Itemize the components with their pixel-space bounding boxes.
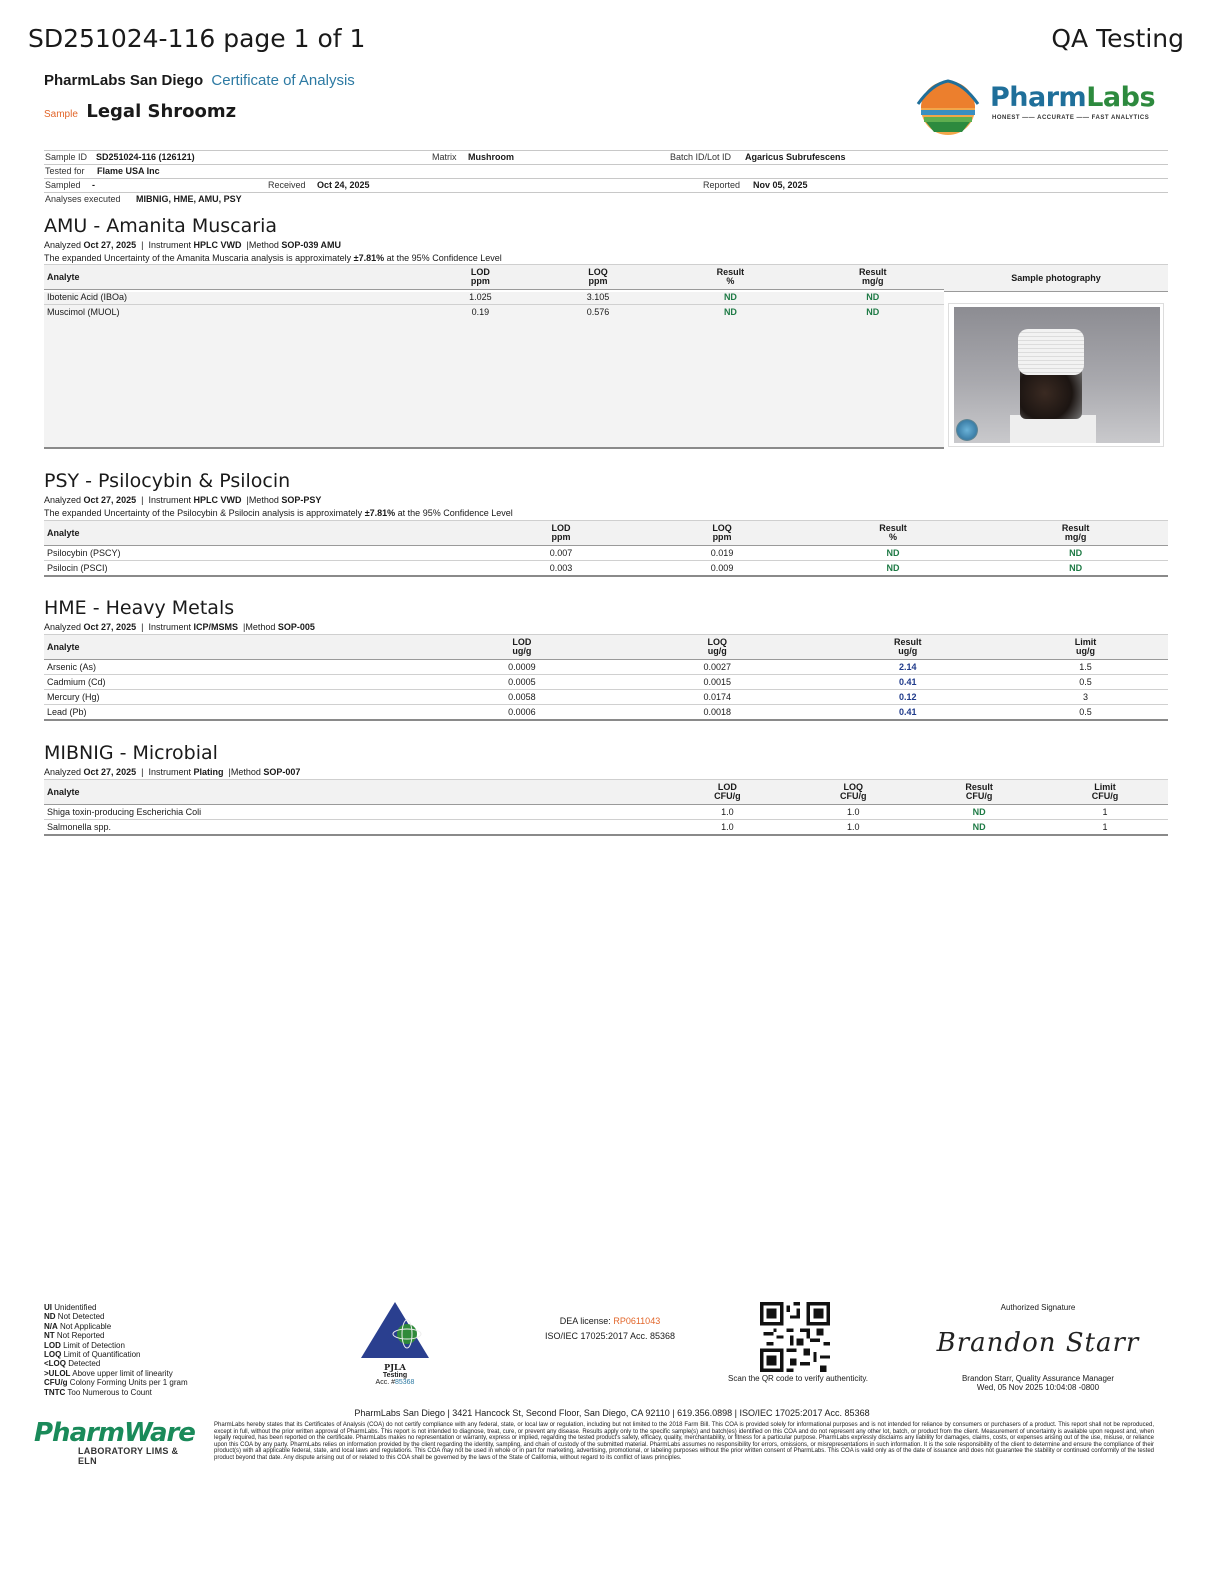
logo-wordmark: PharmLabs [990,82,1156,113]
result-pct-cell: ND [659,305,801,449]
lod-cell: 0.0006 [422,705,622,721]
amu-section [44,215,1168,263]
col-loq: LOQ ppm [537,265,660,290]
received-key: Received [268,180,306,190]
document-id-title: SD251024-116 page 1 of 1 [28,24,366,53]
reported-value: Nov 05, 2025 [753,180,808,190]
signature-block [930,1303,1146,1392]
sample-id-value: SD251024-116 (126121) [96,152,195,162]
result-mg-cell: ND [983,561,1168,577]
analyte-cell: Cadmium (Cd) [44,675,422,690]
col-lod: LOD ug/g [422,635,622,660]
pharmlabs-seal-icon [912,70,986,140]
limit-cell: 0.5 [1003,705,1168,721]
sampled-key: Sampled [45,180,81,190]
loq-cell: 3.105 [537,290,660,305]
col-limit: Limit ug/g [1003,635,1168,660]
pjla-triangle-icon [359,1300,431,1360]
lab-name: PharmLabs San Diego [44,72,204,89]
legend-item: LOD Limit of Detection [44,1340,125,1350]
table-row [44,675,1168,690]
col-result: Result CFU/g [916,780,1042,805]
info-row-dates [44,178,1168,192]
col-analyte: Analyte [44,521,480,546]
logo-tagline: HONEST —— ACCURATE —— FAST ANALYTICS [992,115,1150,121]
col-result-pct: Result % [659,265,801,290]
coa-label: Certificate of Analysis [211,72,355,89]
result-pct-cell: ND [803,561,984,577]
qr-caption: Scan the QR code to verify authenticity. [728,1374,868,1383]
limit-cell: 0.5 [1003,675,1168,690]
col-limit: Limit CFU/g [1042,780,1168,805]
matrix-key: Matrix [432,152,457,162]
hme-section [44,597,1168,632]
table-row [44,561,1168,577]
table-row [44,660,1168,675]
lod-cell: 1.0 [664,820,790,836]
analyte-cell: Lead (Pb) [44,705,422,721]
analyte-cell: Mercury (Hg) [44,690,422,705]
reported-key: Reported [703,180,741,190]
pharmware-sub: LABORATORY LIMS & ELN [78,1446,179,1466]
legal-disclaimer: PharmLabs hereby states that its Certificates of Analysis (COA) do not certify compliance with any federal, state, or local law or regulation, including but not limited to the 2018 Farm Bill. This COA is provided solely for informational purposes and is not intended for reliance by consumers or purchasers of a product. This report shall not be reproduced, except in full, without the prior written approval of PharmLabs. This report is not intended to diagnose, treat, cure, or prevent any disease. Results apply only to the specific sample(s) and batch(es) identified on this COA and do not represent any other lot, batch, or product from the client. Measurement of uncertainty is available upon request and, when legally required, has been reported on the certificate. PharmLabs makes no representation or warranty, express or implied, regarding the tested product's safety, efficacy, quality, merchantability, or fitness for a particular purpose. PharmLabs expressly disclaims any liability for damages, claims, costs, or expenses arising out of the use, misuse, or reliance upon this COA by any party. PharmLabs relies on information provided by the client regarding the identity, sampling, and chain of custody of the submitted material. PharmLabs assumes no responsibility for errors, omissions, or misrepresentations in such information. It is the sole responsibility of the client to determine and ensure the compliance of their product(s) with all applicable federal, state, and local laws and regulations. This COA may not be used in whole or in part for marketing, advertising, promotional, or labeling purposes without the prior written consent of PharmLabs. This COA is valid only as of the date of issuance and does not guarantee the stability or continued conformity of the tested product beyond that date. Any dispute arising out of or related to this COA shall be governed by the laws of the State of California, without regard to its conflict of laws principles. [214,1422,1154,1461]
analyte-cell: Shiga toxin-producing Escherichia Coli [44,805,664,820]
lab-address: PharmLabs San Diego | 3421 Hancock St, Second Floor, San Diego, CA 92110 | 619.356.0898 | ISO/IEC 17025:2017 Acc. 85368 [354,1408,870,1418]
sample-id-key: Sample ID [45,152,88,162]
pjla-name: PJLA [384,1362,406,1372]
verification-qr-icon[interactable] [760,1302,830,1372]
matrix-value: Mushroom [468,152,514,162]
legend-item: LOQ Limit of Quantification [44,1350,141,1360]
table-header-row [44,780,1168,805]
loq-cell: 0.0174 [622,690,813,705]
pharmlabs-logo [912,70,1182,140]
loq-cell: 1.0 [790,805,916,820]
mib-meta: Analyzed Oct 27, 2025 | Instrument Plating |Method SOP-007 [44,767,301,777]
legend-item: NT Not Reported [44,1331,105,1341]
table-row [44,820,1168,836]
legend-item: N/A Not Applicable [44,1321,112,1331]
col-result-mg: Result mg/g [802,265,944,290]
mib-section [44,742,1168,777]
lod-cell: 0.0005 [422,675,622,690]
mib-table [44,779,1168,836]
qa-testing-title: QA Testing [1051,24,1184,53]
limit-cell: 1 [1042,805,1168,820]
loq-cell: 1.0 [790,820,916,836]
limit-cell: 3 [1003,690,1168,705]
psy-meta: Analyzed Oct 27, 2025 | Instrument HPLC VWD |Method SOP-PSY [44,495,322,505]
lod-cell: 0.19 [424,305,537,449]
result-cell: 0.41 [813,675,1004,690]
photo-jar-lid [1018,329,1084,375]
tested-for-value: Flame USA Inc [97,166,160,176]
result-cell: 0.41 [813,705,1004,721]
signer-name-title: Brandon Starr, Quality Assurance Manager [961,1374,1115,1383]
hme-meta: Analyzed Oct 27, 2025 | Instrument ICP/MSMS |Method SOP-005 [44,622,315,632]
pjla-sub: Testing [382,1372,408,1379]
psy-section [44,470,1168,518]
col-analyte: Analyte [44,635,422,660]
lod-cell: 1.025 [424,290,537,305]
dea-license-block [510,1316,710,1341]
table-row [44,690,1168,705]
signature-date: Wed, 05 Nov 2025 10:04:08 -0800 [976,1383,1100,1392]
sample-photo-frame [948,303,1164,447]
result-cell: 2.14 [813,660,1004,675]
result-cell: 0.12 [813,690,1004,705]
sample-photo [954,307,1160,443]
col-lod: LOD ppm [480,521,641,546]
psy-uncertainty-note: The expanded Uncertainty of the Psilocybin & Psilocin analysis is approximately ±7.81% at the 95% Confidence Level [44,508,513,518]
legend-item: >ULOL Above upper limit of linearity [44,1368,173,1378]
table-header-row [44,265,944,290]
analyte-cell: Psilocybin (PSCY) [44,546,480,561]
analyte-cell: Ibotenic Acid (IBOa) [44,290,424,305]
table-row [44,805,1168,820]
lod-cell: 0.0058 [422,690,622,705]
col-lod: LOD ppm [424,265,537,290]
batch-value: Agaricus Subrufescens [745,152,846,162]
sample-label: Sample [44,109,78,120]
sample-name: Legal Shroomz [86,101,237,122]
legend-item: UI Unidentified [44,1303,97,1312]
iso-accreditation: ISO/IEC 17025:2017 Acc. 85368 [544,1331,676,1341]
info-row-tested-for [44,164,1168,178]
hme-title: HME - Heavy Metals [44,597,235,619]
limit-cell: 1 [1042,820,1168,836]
analyses-value: MIBNIG, HME, AMU, PSY [136,194,242,204]
batch-key: Batch ID/Lot ID [670,152,732,162]
analyte-cell: Arsenic (As) [44,660,422,675]
lod-cell: 0.003 [480,561,641,577]
psy-table [44,520,1168,577]
table-header-row [44,635,1168,660]
lod-cell: 0.007 [480,546,641,561]
abbreviation-legend [44,1303,188,1397]
loq-cell: 0.576 [537,305,660,449]
lod-cell: 0.0009 [422,660,622,675]
loq-cell: 0.019 [642,546,803,561]
result-mg-cell: ND [802,290,944,305]
analyte-cell: Psilocin (PSCI) [44,561,480,577]
sample-info-block [44,150,1168,206]
sample-photography-header: Sample photography [944,264,1168,292]
info-row-analyses [44,192,1168,206]
legend-item: TNTC Too Numerous to Count [44,1387,152,1397]
legend-item: ND Not Detected [44,1312,105,1322]
pjla-acc: Acc. #85368 [375,1379,415,1386]
pjla-accreditation [356,1300,434,1390]
col-result: Result ug/g [813,635,1004,660]
lab-heading [44,72,355,89]
pharmware-wordmark: PharmWare [34,1418,195,1448]
table-header-row [44,521,1168,546]
legend-item: CFU/g Colony Forming Units per 1 gram [44,1378,188,1388]
signature-heading: Authorized Signature [1000,1303,1076,1312]
amu-title: AMU - Amanita Muscaria [44,215,277,237]
loq-cell: 0.0015 [622,675,813,690]
col-loq: LOQ ppm [642,521,803,546]
received-value: Oct 24, 2025 [317,180,370,190]
table-row [44,546,1168,561]
result-mg-cell: ND [983,546,1168,561]
mib-title: MIBNIG - Microbial [44,742,218,764]
amu-meta: Analyzed Oct 27, 2025 | Instrument HPLC VWD |Method SOP-039 AMU [44,240,342,250]
tested-for-key: Tested for [45,166,85,176]
photo-watermark-icon [956,419,978,441]
lod-cell: 1.0 [664,805,790,820]
result-pct-cell: ND [803,546,984,561]
info-row-sample [44,150,1168,164]
table-row [44,290,944,305]
col-result-pct: Result % [803,521,984,546]
result-cell: ND [916,805,1042,820]
hme-table [44,634,1168,721]
analyses-key: Analyses executed [45,194,121,204]
result-pct-cell: ND [659,290,801,305]
psy-title: PSY - Psilocybin & Psilocin [44,470,291,492]
dea-license: DEA license: RP0611043 [559,1316,661,1326]
legend-item: <LOQ Detected [44,1359,101,1369]
analyte-cell: Salmonella spp. [44,820,664,836]
amu-uncertainty-note: The expanded Uncertainty of the Amanita Muscaria analysis is approximately ±7.81% at the 95% Confidence Level [44,253,502,263]
col-analyte: Analyte [44,265,424,290]
loq-cell: 0.0027 [622,660,813,675]
table-row [44,705,1168,721]
col-result-mg: Result mg/g [983,521,1168,546]
loq-cell: 0.0018 [622,705,813,721]
analyte-cell: Muscimol (MUOL) [44,305,424,449]
handwritten-signature: Brandon Starr [936,1328,1140,1358]
sampled-value: - [92,180,95,190]
col-loq: LOQ CFU/g [790,780,916,805]
limit-cell: 1.5 [1003,660,1168,675]
loq-cell: 0.009 [642,561,803,577]
result-mg-cell: ND [802,305,944,449]
col-analyte: Analyte [44,780,664,805]
pharmware-logo [34,1418,194,1474]
col-lod: LOD CFU/g [664,780,790,805]
result-cell: ND [916,820,1042,836]
photo-stand [1010,415,1096,443]
col-loq: LOQ ug/g [622,635,813,660]
amu-table [44,264,944,449]
sample-heading [44,101,236,122]
table-row [44,305,944,449]
